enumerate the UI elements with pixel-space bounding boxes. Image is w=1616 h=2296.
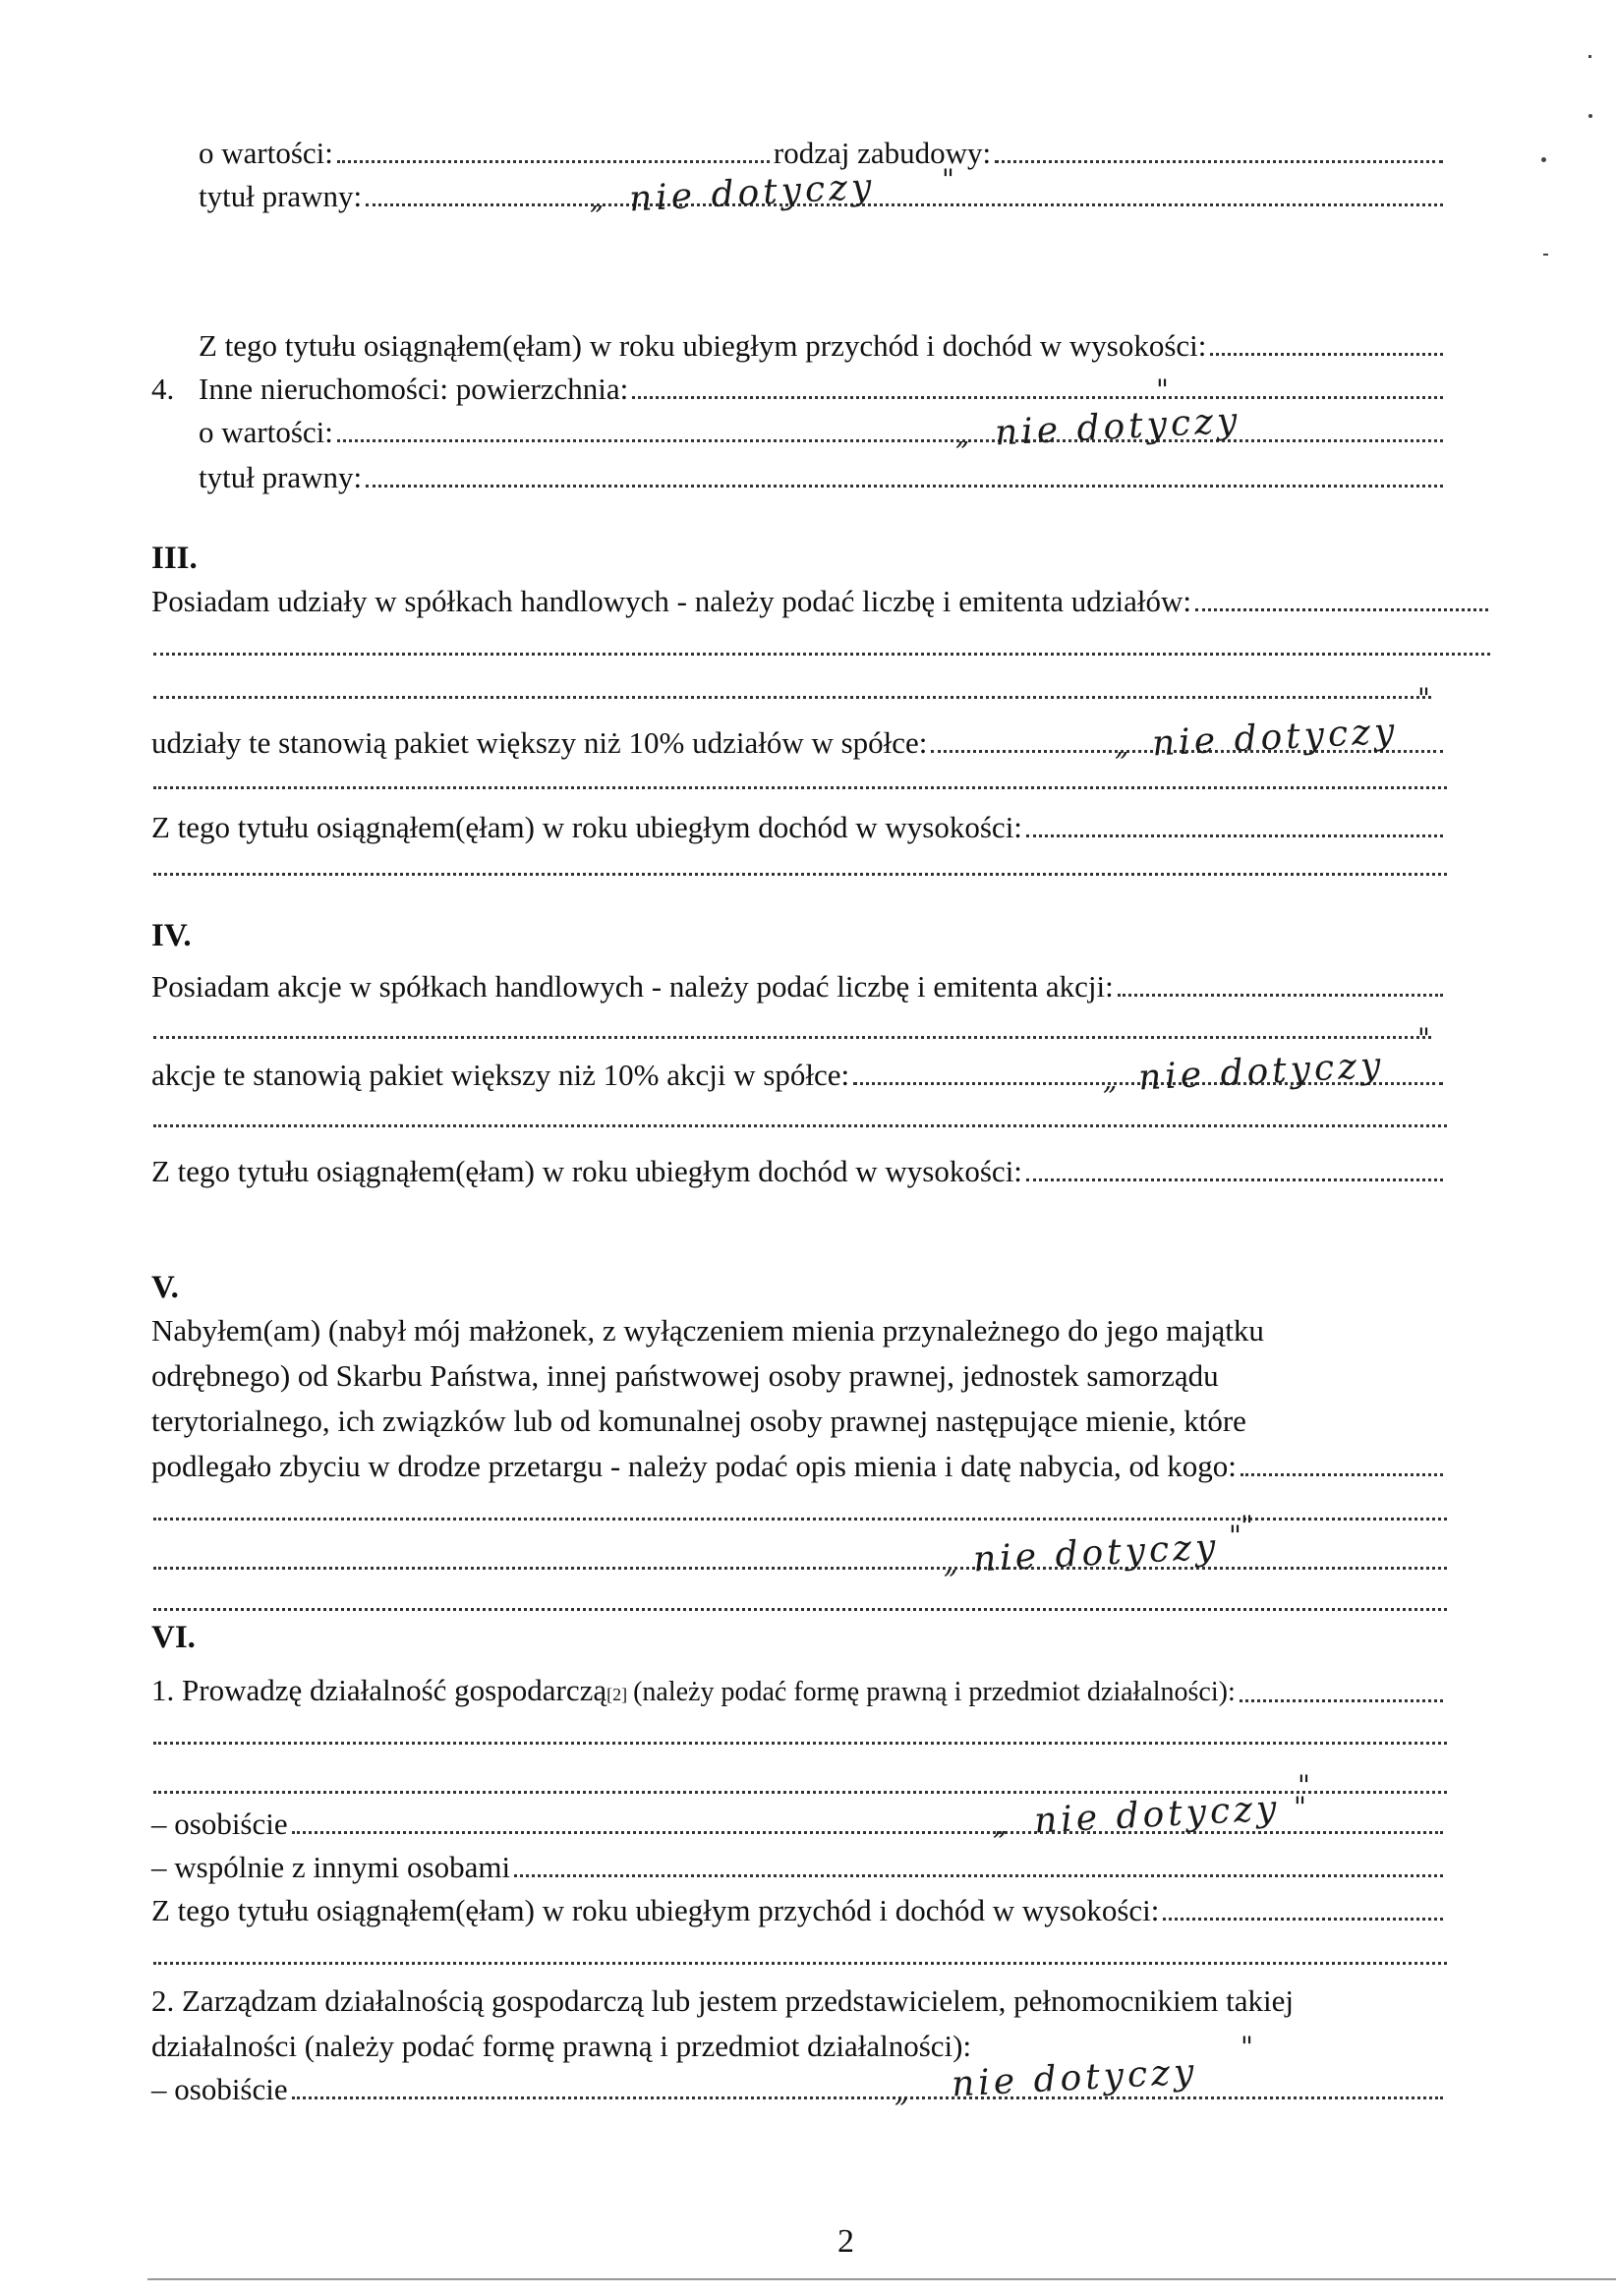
dotted-answer-line [153, 653, 1490, 656]
scan-speck [1543, 254, 1548, 256]
handwritten-not-applicable: nie dotyczy [951, 2051, 1199, 2105]
section-vi-item2-line1: 2. Zarządzam działalnością gospodarczą lub jestem przedstawicielem, pełnomocnikiem takiej [151, 1983, 1295, 2018]
section-v-line1: Nabyłem(am) (nabył mój małżonek, z wyłączeniem mienia przynależnego do jego majątku [151, 1313, 1264, 1348]
dotted-fill [1240, 1699, 1443, 1702]
dotted-fill [1241, 1473, 1443, 1476]
handwritten-quote-open: „ [1103, 1063, 1118, 1096]
section-iv-income: Z tego tytułu osiągnąłem(ęłam) w roku ubiegłym dochód w wysokości: [151, 1154, 1022, 1188]
handwritten-not-applicable: nie dotyczy [994, 400, 1242, 454]
scan-speck [1541, 157, 1546, 162]
handwritten-quote-open: „ [944, 1547, 958, 1579]
section-vi-income: Z tego tytułu osiągnąłem(ęłam) w roku ubiegłym przychód i dochód w wysokości: [151, 1893, 1160, 1927]
dotted-fill [366, 485, 1443, 488]
handwritten-not-applicable: nie dotyczy [1137, 1045, 1386, 1099]
income-line [199, 326, 1447, 366]
item4-line [151, 370, 1447, 409]
dotted-fill [337, 160, 770, 163]
dotted-fill [1118, 994, 1443, 997]
dotted-fill [1026, 1178, 1443, 1181]
section-vi-item1-b: (należy podać formę prawną i przedmiot działalności): [633, 1677, 1236, 1707]
item4-title-line [199, 458, 1447, 497]
section-vi-item1-line: 1. Prowadzę działalność gospodarczą [2] (należy podać formę prawną i przedmiot działalności): [151, 1671, 1447, 1712]
section-v-line2: odrębnego) od Skarbu Państwa, innej państwowej osoby prawnej, jednostek samorządu [151, 1358, 1219, 1393]
handwritten-not-applicable: nie dotyczy [1033, 1788, 1282, 1842]
item4-value-line [199, 413, 1447, 452]
scan-speck [1588, 114, 1592, 118]
section-iii-intro-line [151, 582, 1492, 621]
section-iii-intro: Posiadam udziały w spółkach handlowych - należy podać liczbę i emitenta udziałów: [151, 584, 1191, 618]
section-vi-income-line [151, 1891, 1447, 1930]
section-iv-pakiet: akcje te stanowią pakiet większy niż 10% akcji w spółce: [151, 1058, 850, 1092]
section-vi-wspolnie: – wspólnie z innymi osobami [151, 1850, 511, 1884]
dotted-answer-line [153, 1962, 1447, 1965]
handwritten-quote-open: „ [955, 419, 970, 451]
section-vi-wspolnie-line [151, 1848, 1447, 1887]
section-vi-heading: VI. [151, 1620, 196, 1655]
dotted-fill [995, 160, 1443, 163]
dotted-fill [1195, 608, 1488, 611]
section-iv-intro: Posiadam akcje w spółkach handlowych - należy podać liczbę i emitenta akcji: [151, 969, 1114, 1004]
section-v-line4: podlegało zbyciu w drodze przetargu - należy podać opis mienia i datę nabycia, od kogo: [151, 1449, 1237, 1483]
handwritten-quote-mark: " [1241, 1510, 1253, 1542]
section-vi-item2-osobiscie-line [151, 2070, 1447, 2109]
dotted-answer-line [153, 1036, 1431, 1039]
dotted-fill [292, 1831, 1443, 1834]
building-type-label: rodzaj zabudowy: [773, 136, 992, 170]
dotted-answer-line [153, 696, 1431, 699]
section-vi-item2-line2: działalności (należy podać formę prawną i przedmiot działalności): [151, 2029, 972, 2063]
handwritten-quote-mark: " [1417, 1022, 1430, 1055]
dotted-fill [1163, 1918, 1443, 1921]
value-label: o wartości: [199, 136, 333, 170]
handwritten-quote-open: „ [1115, 729, 1129, 762]
section-iii-heading: III. [151, 541, 198, 576]
dotted-answer-line [153, 1124, 1447, 1127]
dotted-answer-line [153, 786, 1447, 789]
item4-value-label: o wartości: [199, 415, 333, 449]
handwritten-quote-mark: " [1156, 373, 1169, 406]
dotted-answer-line [153, 1608, 1447, 1611]
handwritten-quote-close: " [1294, 1791, 1306, 1823]
value-building-type-line [199, 134, 1447, 173]
section-iii-pakiet: udziały te stanowią pakiet większy niż 10% udziałów w spółce: [151, 725, 928, 760]
legal-title-label: tytuł prawny: [199, 179, 363, 213]
section-iii-income-line [151, 808, 1447, 847]
section-iv-heading: IV. [151, 918, 192, 953]
income-text: Z tego tytułu osiągnąłem(ęłam) w roku ubiegłym przychód i dochód w wysokości: [199, 328, 1207, 363]
section-vi-item2-osobiscie: – osobiście [151, 2072, 288, 2106]
dotted-fill [514, 1874, 1443, 1877]
section-iii-income: Z tego tytułu osiągnąłem(ęłam) w roku ubiegłym dochód w wysokości: [151, 810, 1022, 844]
handwritten-quote-open: „ [993, 1808, 1008, 1841]
item4-number: 4. [151, 372, 175, 406]
handwritten-not-applicable: nie dotyczy [1151, 711, 1400, 765]
handwritten-quote-close: " [1229, 1520, 1241, 1552]
handwritten-quote-mark: " [1241, 2031, 1253, 2063]
section-v-line4-row [151, 1447, 1447, 1486]
handwritten-not-applicable: nie dotyczy [972, 1526, 1221, 1580]
handwritten-quote-mark: " [1417, 682, 1430, 715]
handwritten-quote-close: " [942, 163, 954, 196]
handwritten-quote-open: „ [895, 2076, 909, 2108]
handwritten-quote-mark: " [1298, 1769, 1310, 1802]
handwritten-not-applicable: nie dotyczy [628, 166, 877, 220]
dotted-fill [292, 2096, 1443, 2099]
scan-edge-line [147, 2278, 1616, 2280]
dotted-fill [1210, 353, 1443, 356]
section-vi-osobiscie: – osobiście [151, 1807, 288, 1841]
dotted-answer-line [153, 1567, 1447, 1570]
dotted-fill [337, 439, 1443, 442]
section-v-line3: terytorialnego, ich związków lub od komunalnej osoby prawnej następujące mienie, które [151, 1404, 1246, 1438]
page-number: 2 [837, 2223, 854, 2260]
dotted-fill [366, 203, 1443, 206]
item4-text: Inne nieruchomości: powierzchnia: [199, 372, 629, 406]
section-iv-intro-line [151, 967, 1447, 1006]
section-vi-item1-a: 1. Prowadzę działalność gospodarczą [151, 1673, 607, 1707]
handwritten-quote-open: „ [590, 183, 605, 215]
section-v-heading: V. [151, 1270, 179, 1305]
dotted-fill [1026, 834, 1443, 837]
dotted-answer-line [153, 873, 1447, 876]
dotted-answer-line [153, 1742, 1447, 1745]
section-iv-income-line [151, 1152, 1447, 1191]
item4-title-label: tytuł prawny: [199, 460, 363, 494]
scan-speck [1588, 55, 1591, 58]
dotted-fill [632, 396, 1443, 399]
